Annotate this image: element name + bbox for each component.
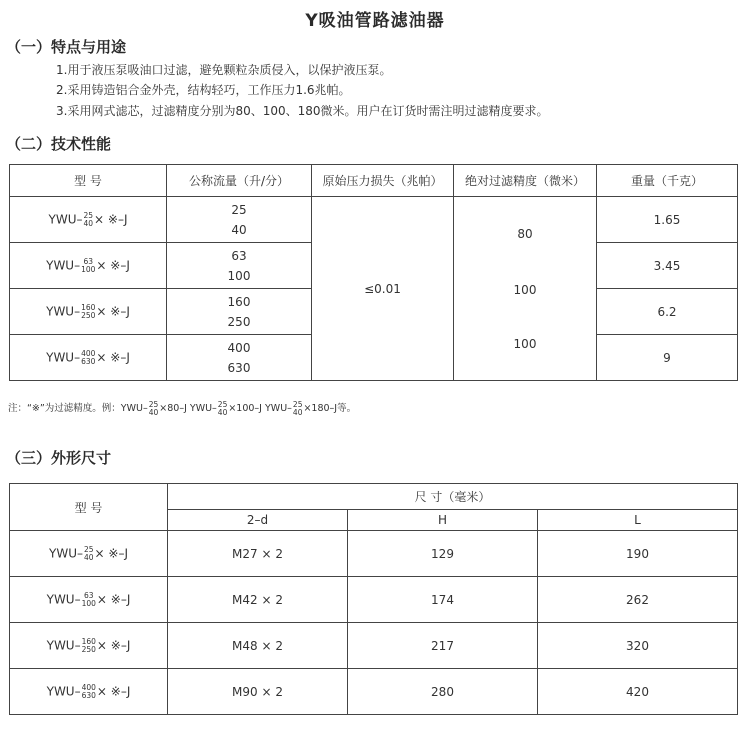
- weight-cell: 6.2: [597, 289, 738, 335]
- model-fraction: [81, 258, 95, 274]
- dimensions-table: [9, 483, 738, 715]
- feature-line-2: 2.采用铸造铝合金外壳，结构轻巧，工作压力1.6兆帕。: [56, 83, 351, 97]
- fraction-bottom: 250: [81, 644, 96, 654]
- header-dimensions: 尺 寸（毫米）: [168, 484, 738, 510]
- model-fraction: [83, 212, 93, 228]
- note-text: ×100–J YWU–: [228, 403, 292, 414]
- model-suffix: × ※–J: [96, 350, 130, 364]
- flow-value: 160: [227, 294, 251, 309]
- model-fraction: [82, 638, 96, 654]
- note-fraction: [149, 401, 159, 417]
- flow-value: 63: [231, 248, 247, 263]
- feature-line-1: 1.用于液压泵吸油口过滤，避免颗粒杂质侵入，以保护液压泵。: [56, 63, 392, 77]
- height-cell: 129: [348, 531, 538, 577]
- flow-value: 250: [227, 314, 251, 329]
- length-cell: 190: [538, 531, 738, 577]
- flow-value: 100: [227, 268, 251, 283]
- header-pressure-loss: 原始压力损失（兆帕）: [312, 165, 454, 197]
- section-heading-dimensions: （三）外形尺寸: [6, 449, 112, 467]
- model-cell: [10, 531, 168, 577]
- flow-cell: [167, 197, 312, 243]
- model-fraction: [82, 684, 96, 700]
- dimensions-header-row: [10, 484, 738, 510]
- header-h: H: [348, 510, 538, 531]
- fraction-top: 63: [83, 590, 94, 600]
- model-fraction: [84, 546, 94, 562]
- weight-cell: 9: [597, 335, 738, 381]
- note-fraction: [293, 401, 303, 417]
- table-row: [10, 197, 738, 243]
- fraction-top: 400: [81, 348, 96, 358]
- accuracy-value: 80: [517, 226, 533, 241]
- header-flow: 公称流量（升/分）: [167, 165, 312, 197]
- fraction-top: 400: [81, 682, 96, 692]
- flow-cell: [167, 289, 312, 335]
- table-row: [10, 577, 738, 623]
- flow-cell: [167, 335, 312, 381]
- fraction-bottom: 40: [83, 218, 94, 228]
- table-row: [10, 531, 738, 577]
- fraction-bottom: 630: [81, 690, 96, 700]
- note-fraction: [218, 401, 228, 417]
- model-fraction: [81, 304, 95, 320]
- model-suffix: × ※–J: [96, 304, 130, 318]
- table-row: [10, 669, 738, 715]
- fraction-bottom: 40: [217, 407, 228, 417]
- model-suffix: × ※–J: [94, 212, 128, 226]
- fraction-top: 25: [148, 399, 159, 409]
- model-prefix: YWU–: [46, 304, 81, 318]
- flow-value: 400: [227, 340, 251, 355]
- model-cell: [10, 669, 168, 715]
- model-prefix: YWU–: [46, 592, 81, 606]
- model-suffix: × ※–J: [96, 684, 131, 698]
- length-cell: 320: [538, 623, 738, 669]
- header-2d: 2–d: [168, 510, 348, 531]
- fraction-bottom: 40: [83, 552, 94, 562]
- height-cell: 217: [348, 623, 538, 669]
- fraction-bottom: 250: [81, 310, 96, 320]
- note-text: ×180–J等。: [303, 403, 357, 414]
- fraction-top: 160: [81, 302, 96, 312]
- table-row: [10, 623, 738, 669]
- model-prefix: YWU–: [46, 350, 81, 364]
- model-suffix: × ※–J: [96, 592, 131, 606]
- fraction-top: 160: [81, 636, 96, 646]
- header-accuracy: 绝对过滤精度（微米）: [454, 165, 597, 197]
- performance-table: [9, 164, 738, 381]
- flow-value: 25: [231, 202, 247, 217]
- model-cell: [10, 289, 167, 335]
- model-cell: [10, 577, 168, 623]
- model-prefix: YWU–: [46, 258, 81, 272]
- model-fraction: [82, 592, 96, 608]
- thread-cell: M42 × 2: [168, 577, 348, 623]
- header-model: 型 号: [10, 484, 168, 531]
- section-heading-performance: （二）技术性能: [6, 135, 112, 153]
- fraction-top: 25: [83, 210, 94, 220]
- model-prefix: YWU–: [46, 638, 81, 652]
- height-cell: 280: [348, 669, 538, 715]
- performance-header-row: [10, 165, 738, 197]
- fraction-top: 63: [83, 256, 94, 266]
- weight-cell: 1.65: [597, 197, 738, 243]
- fraction-bottom: 100: [81, 264, 96, 274]
- thread-cell: M27 × 2: [168, 531, 348, 577]
- fraction-bottom: 100: [81, 598, 96, 608]
- flow-value: 630: [227, 360, 251, 375]
- model-suffix: × ※–J: [96, 258, 130, 272]
- pressure-loss-cell: ≤0.01: [312, 197, 454, 381]
- feature-line-3: 3.采用网式滤芯，过滤精度分别为80、100、180微米。用户在订货时需注明过滤精度要求。: [56, 104, 549, 118]
- fraction-bottom: 40: [292, 407, 303, 417]
- model-prefix: YWU–: [49, 546, 83, 560]
- fraction-top: 25: [217, 399, 228, 409]
- accuracy-cell: [454, 197, 597, 381]
- header-model: 型 号: [10, 165, 167, 197]
- length-cell: 262: [538, 577, 738, 623]
- thread-cell: M48 × 2: [168, 623, 348, 669]
- flow-cell: [167, 243, 312, 289]
- flow-value: 40: [231, 222, 247, 237]
- model-suffix: × ※–J: [96, 638, 131, 652]
- header-l: L: [538, 510, 738, 531]
- height-cell: 174: [348, 577, 538, 623]
- accuracy-value: 100: [513, 336, 537, 351]
- page-title: Y吸油管路滤油器: [305, 11, 445, 31]
- length-cell: 420: [538, 669, 738, 715]
- header-weight: 重量（千克）: [597, 165, 738, 197]
- model-prefix: YWU–: [48, 212, 83, 226]
- weight-cell: 3.45: [597, 243, 738, 289]
- note-text: ×80–J YWU–: [159, 403, 217, 414]
- note-text: 注：“※”为过滤精度。例：YWU–: [8, 403, 148, 414]
- thread-cell: M90 × 2: [168, 669, 348, 715]
- fraction-top: 25: [83, 544, 94, 554]
- performance-note: [8, 400, 356, 417]
- model-suffix: × ※–J: [94, 546, 128, 560]
- fraction-bottom: 40: [148, 407, 159, 417]
- section-heading-features: （一）特点与用途: [6, 38, 127, 56]
- model-fraction: [81, 350, 95, 366]
- fraction-top: 25: [292, 399, 303, 409]
- fraction-bottom: 630: [81, 356, 96, 366]
- model-cell: [10, 623, 168, 669]
- model-cell: [10, 243, 167, 289]
- accuracy-value: 100: [513, 282, 537, 297]
- model-cell: [10, 197, 167, 243]
- model-cell: [10, 335, 167, 381]
- model-prefix: YWU–: [46, 684, 81, 698]
